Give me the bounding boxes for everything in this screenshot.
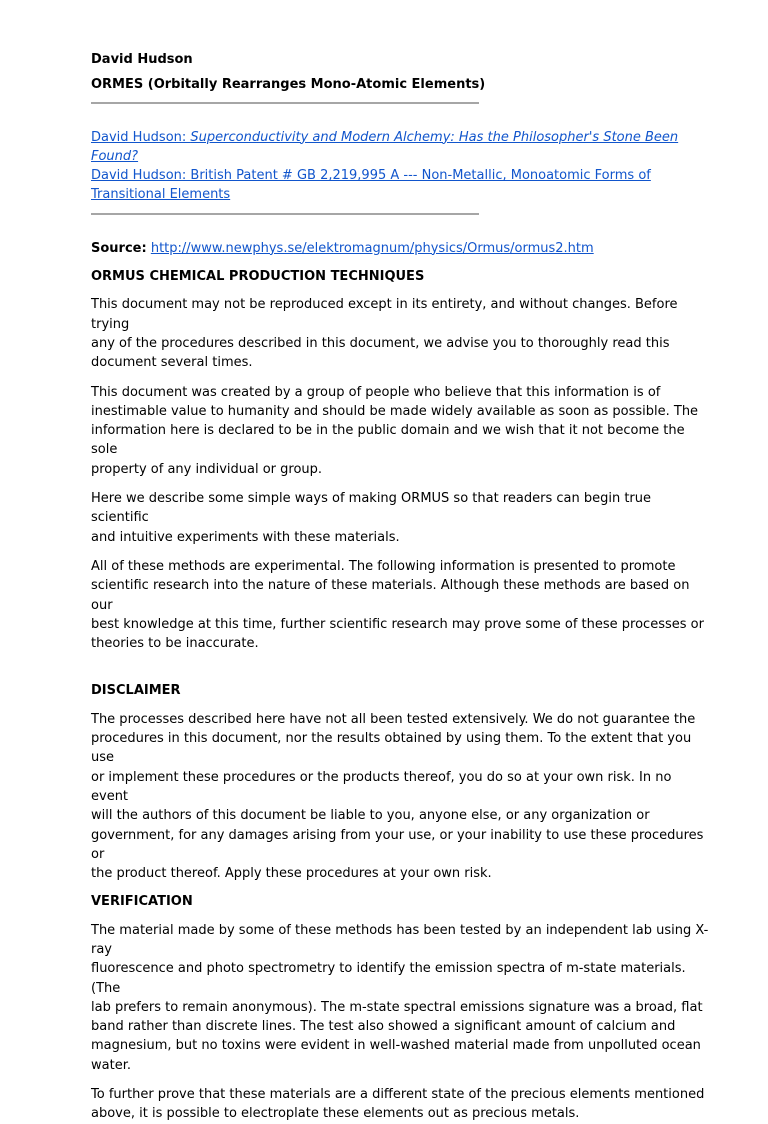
document-page bbox=[91, 50, 711, 1124]
paragraph-line: This document was created by a group of people who believe that this information is of bbox=[91, 384, 661, 400]
paragraph-line: procedures in this document, nor the results obtained by using them. To the extent that you use bbox=[91, 731, 692, 766]
paragraph-line: property of any individual or group. bbox=[91, 461, 323, 477]
paragraph-description bbox=[91, 489, 711, 547]
paragraph-line: theories to be inaccurate. bbox=[91, 636, 259, 652]
paragraph-line: will the authors of this document be liable to you, anyone else, or any organization or bbox=[91, 808, 650, 824]
link-list bbox=[91, 128, 711, 205]
link-superconductivity-title-line1: Superconductivity and Modern Alchemy: Has the Philosopher's Stone Been bbox=[190, 129, 679, 145]
link-british-patent-line2[interactable]: Transitional Elements bbox=[91, 187, 231, 203]
paragraph-line: magnesium, but no toxins were evident in well-washed material made from unpolluted ocean bbox=[91, 1038, 701, 1054]
paragraph-line: lab prefers to remain anonymous). The m-state spectral emissions signature was a broad, flat bbox=[91, 999, 703, 1015]
paragraph-line: above, it is possible to electroplate these elements out as precious metals. bbox=[91, 1106, 580, 1122]
paragraph-line: All of these methods are experimental. The following information is presented to promote bbox=[91, 558, 676, 574]
paragraph-line: The processes described here have not all been tested extensively. We do not guarantee the bbox=[91, 711, 696, 727]
paragraph-line: any of the procedures described in this document, we advise you to thoroughly read this bbox=[91, 335, 670, 351]
paragraph-line: government, for any damages arising from your use, or your inability to use these procedures or bbox=[91, 827, 704, 862]
source-label: Source: bbox=[91, 240, 147, 256]
document-subtitle: ORMES (Orbitally Rearranges Mono-Atomic Elements) bbox=[91, 77, 486, 93]
paragraph-line: inestimable value to humanity and should be made widely available as soon as possible. The bbox=[91, 403, 699, 419]
source-line bbox=[91, 239, 711, 258]
paragraph-line: The material made by some of these methods has been tested by an independent lab using X-ray bbox=[91, 922, 709, 957]
paragraph-line: fluorescence and photo spectrometry to identify the emission spectra of m-state materials. (The bbox=[91, 961, 686, 996]
paragraph-line: water. bbox=[91, 1057, 131, 1073]
paragraph-verification bbox=[91, 921, 711, 1075]
paragraph-line: information here is declared to be in the public domain and we wish that it not become the sole bbox=[91, 423, 685, 458]
author-name: David Hudson bbox=[91, 52, 193, 67]
paragraph-line: best knowledge at this time, further scientific research may prove some of these processes or bbox=[91, 616, 704, 632]
paragraph-line: scientific research into the nature of these materials. Although these methods are based on our bbox=[91, 578, 690, 613]
link-british-patent[interactable]: David Hudson: British Patent # GB 2,219,995 A --- Non-Metallic, Monoatomic Forms of bbox=[91, 168, 651, 184]
paragraph-electroplate bbox=[91, 1085, 711, 1124]
paragraph-purpose bbox=[91, 383, 711, 479]
paragraph-line: This document may not be reproduced except in its entirety, and without changes. Before trying bbox=[91, 297, 678, 332]
paragraph-line: the product thereof. Apply these procedures at your own risk. bbox=[91, 866, 492, 882]
techniques-heading: ORMUS CHEMICAL PRODUCTION TECHNIQUES bbox=[91, 269, 425, 285]
verification-heading: VERIFICATION bbox=[91, 894, 193, 910]
paragraph-experimental bbox=[91, 557, 711, 653]
paragraph-line: band rather than discrete lines. The test also showed a significant amount of calcium and bbox=[91, 1019, 676, 1035]
disclaimer-heading: DISCLAIMER bbox=[91, 683, 181, 699]
link-superconductivity-title-line2[interactable]: Found? bbox=[91, 148, 139, 164]
link-superconductivity-prefix: David Hudson: bbox=[91, 129, 191, 145]
source-url-link[interactable]: http://www.newphys.se/elektromagnum/physics/Ormus/ormus2.htm bbox=[150, 240, 594, 256]
link-superconductivity[interactable] bbox=[91, 130, 678, 145]
horizontal-rule-top bbox=[91, 102, 479, 104]
paragraph-line: or implement these procedures or the products thereof, you do so at your own risk. In no event bbox=[91, 769, 672, 804]
paragraph-reproduction bbox=[91, 295, 711, 372]
paragraph-line: document several times. bbox=[91, 355, 253, 371]
paragraph-line: To further prove that these materials are a different state of the precious elements mentioned bbox=[91, 1087, 705, 1103]
paragraph-disclaimer bbox=[91, 710, 711, 884]
paragraph-line: and intuitive experiments with these materials. bbox=[91, 529, 400, 545]
horizontal-rule-bottom bbox=[91, 213, 479, 215]
paragraph-line: Here we describe some simple ways of making ORMUS so that readers can begin true scientific bbox=[91, 491, 651, 526]
